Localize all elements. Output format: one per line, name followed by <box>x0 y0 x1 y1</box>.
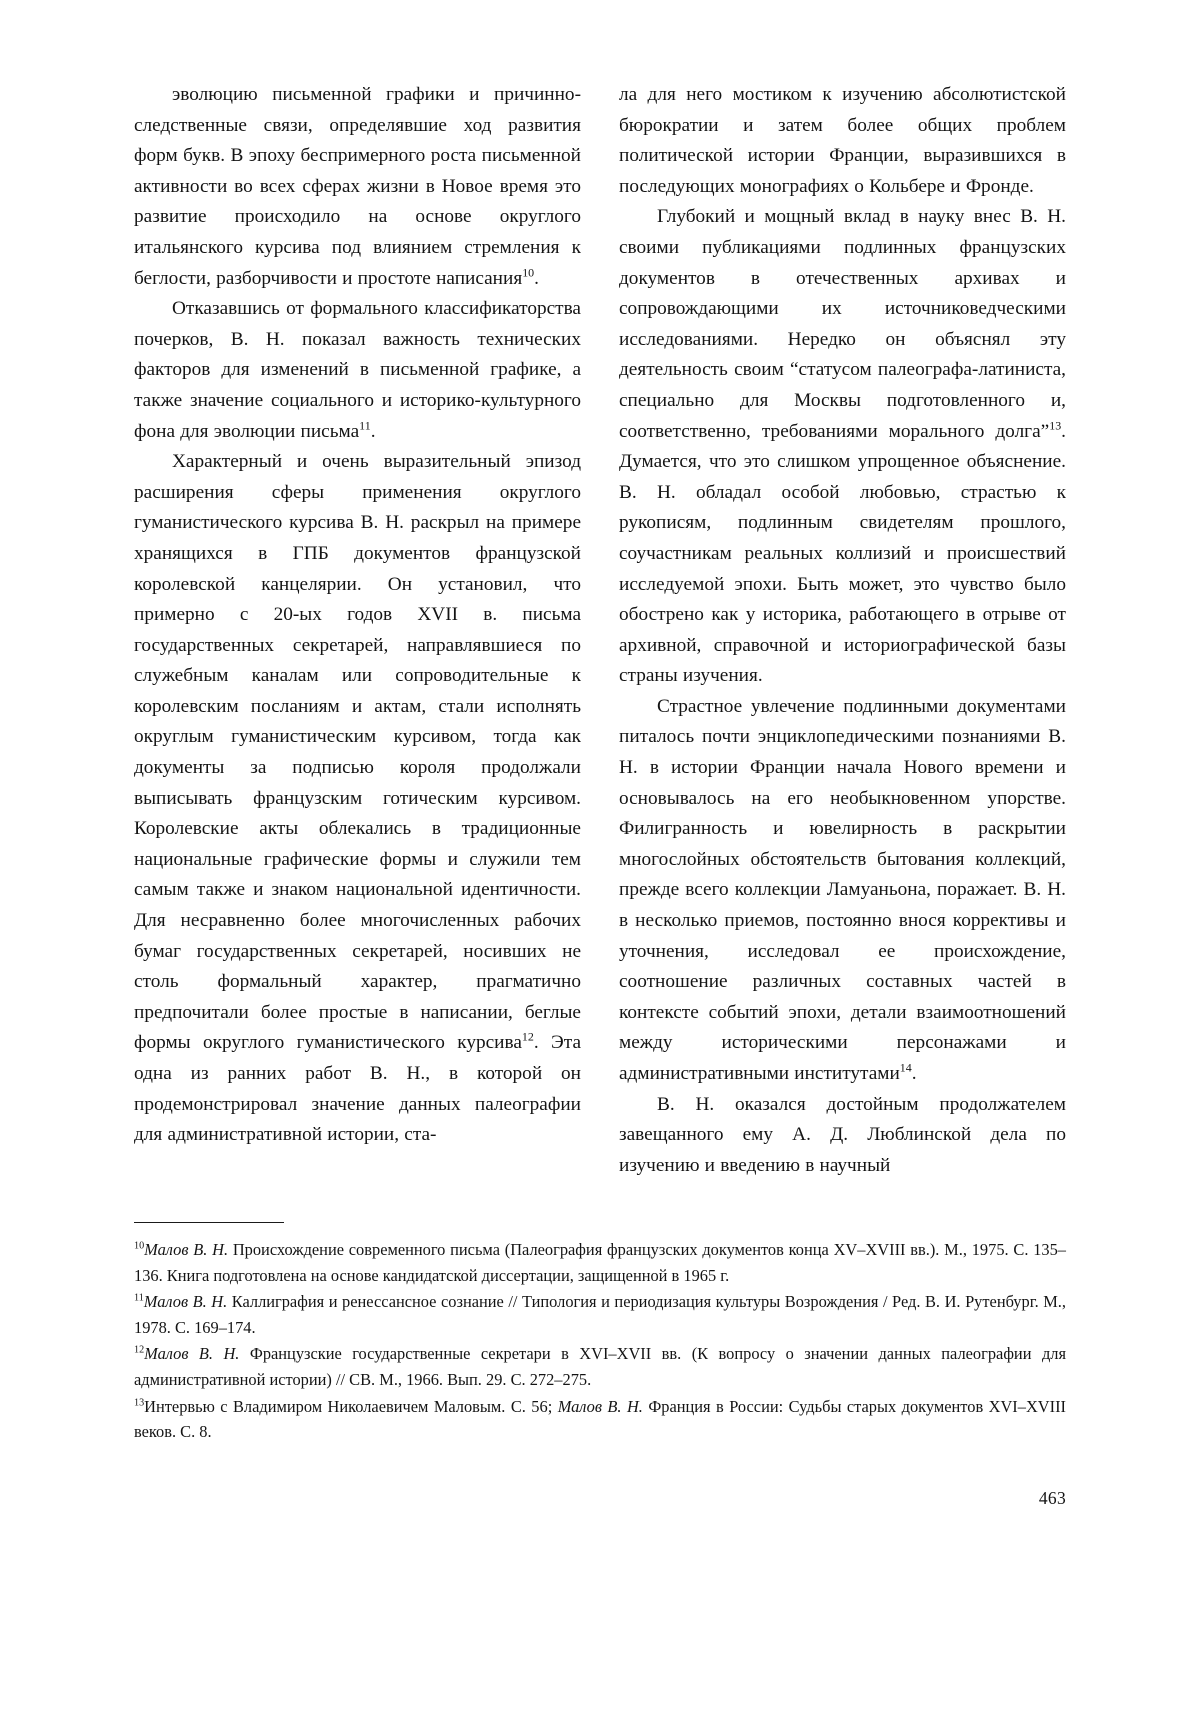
paragraph <box>134 447 581 1151</box>
footnote-ref-11: 11 <box>359 418 371 433</box>
paragraph-tail: . Думается, что это слишком упрощенное объяснение. В. Н. обладал особой любовью, страстью к рукописям, подлинным свидетелям прошлого, соучастникам реальных коллизий и происшествий исследуемой эпохи. Быть может, это чувство было обострено как у историка, работающего в отрыве от архивной, справочной и историографической базы страны изучения. <box>619 420 1066 687</box>
footnote-text-continued: Франция в России: Судьбы старых документов XVI–XVIII веков. С. 8. <box>134 1396 1066 1442</box>
paragraph-text: В. Н. оказался достойным продолжателем завещанного ему А. Д. Люблинской дела по изучению и введению в научный <box>619 1093 1066 1176</box>
footnote-author: Малов В. Н. <box>144 1344 240 1364</box>
footnote-author: Малов В. Н. <box>143 1292 228 1312</box>
paragraph <box>619 1090 1066 1182</box>
footnote-marker: 11 <box>134 1292 144 1304</box>
footnote-11 <box>134 1289 1066 1340</box>
footnote-ref-14: 14 <box>899 1060 912 1075</box>
paragraph-text: Отказавшись от формального классификаторства почерков, В. Н. показал важность технических факторов для изменений в письменной графике, а также значение социального и историко-культурного фона для эволюции письма <box>134 298 581 442</box>
footnote-10 <box>134 1237 1066 1288</box>
right-column <box>619 80 1066 1181</box>
paragraph <box>619 202 1066 692</box>
footnote-author: Малов В. Н. <box>144 1240 229 1259</box>
paragraph-text: ла для него мостиком к изучению абсолютистской бюрократии и затем более общих проблем политической истории Франции, выразившихся в последующих монографиях о Кольбере и Фронде. <box>619 84 1066 197</box>
page-number: 463 <box>1038 1488 1066 1508</box>
footnote-ref-10: 10 <box>522 265 535 280</box>
footnote-ref-12: 12 <box>521 1029 534 1044</box>
footnote-12 <box>134 1341 1066 1392</box>
footnote-13 <box>134 1394 1066 1445</box>
left-column <box>134 80 581 1181</box>
paragraph <box>619 80 1066 202</box>
paragraph-tail: . <box>911 1063 917 1084</box>
footnotes-section <box>134 1222 1066 1446</box>
footnote-text: Каллиграфия и ренессансное сознание // Типология и периодизация культуры Возрождения / Ред. В. И. Рутенбург. М., 1978. С. 169–174. <box>134 1292 1066 1337</box>
footnote-text: Французские государственные секретари в XVI–XVII вв. (К вопросу о значении данных палеографии для административной истории) // СВ. М., 1966. Вып. 29. С. 272–275. <box>134 1344 1066 1389</box>
footnote-separator-rule <box>134 1222 284 1223</box>
paragraph-tail: . <box>370 420 376 442</box>
footnote-author: Малов В. Н. <box>557 1396 643 1416</box>
two-column-body <box>134 80 1066 1181</box>
footnote-marker: 13 <box>134 1397 145 1409</box>
paragraph <box>134 80 581 294</box>
paragraph-text: Страстное увлечение подлинными документами питалось почти энциклопедическими познаниями В. Н. в истории Франции начала Нового времени и основывалось на его необыкновенном упорстве. Филигранность и ювелирность в раскрытии многослойных обстоятельств бытования коллекций, прежде всего коллекции Ламуаньона, поражает. В. Н. в несколько приемов, постоянно внося коррективы и уточнения, исследовал ее происхождение, соотношение различных составных частей в контексте событий эпохи, детали взаимоотношений между историческими персонажами и административными институтами <box>619 695 1066 1084</box>
paragraph-text: Характерный и очень выразительный эпизод расширения сферы применения округлого гуманистического курсива В. Н. раскрыл на примере хранящихся в ГПБ документов французской королевской канцелярии. Он установил, что примерно с 20-ых годов XVII в. письма государственных секретарей, направлявшиеся по служебным каналам или сопроводительные к королевским посланиям и актам, стали исполнять округлым гуманистическим курсивом, тогда как документы за подписью короля продолжали выписывать французским готическим курсивом. Королевские акты облекались в традиционные национальные графические формы и служили тем самым также и знаком национальной идентичности. Для несравненно более многочисленных рабочих бумаг государственных секретарей, носивших не столь формальный характер, прагматично предпочитали более простые в написании, беглые формы округлого гуманистического курсива <box>134 451 581 1054</box>
paragraph-text: эволюцию письменной графики и причинно-следственные связи, определявшие ход развития форм букв. В эпоху беспримерного роста письменной активности во всех сферах жизни в Новое время это развитие происходило на основе округлого итальянского курсива под влиянием стремления к беглости, разборчивости и простоте написания <box>134 84 581 289</box>
footnote-marker: 10 <box>134 1240 145 1252</box>
paragraph-text: Глубокий и мощный вклад в науку внес В. Н. своими публикациями подлинных французских документов в отечественных архивах и сопровождающими их источниковедческими исследованиями. Нередко он объяснял эту деятельность своим “статусом палеографа-латиниста, специально для Москвы подготовленного и, соответственно, требованиями морального долга” <box>619 206 1066 442</box>
paragraph <box>619 692 1066 1090</box>
footnote-ref-13: 13 <box>1049 418 1062 433</box>
paragraph-tail: . Эта одна из ранних работ В. Н., в которой он продемонстрировал значение данных палеографии для административной истории, ста- <box>134 1032 581 1146</box>
footnote-text: Интервью с Владимиром Николаевичем Маловым. С. 56; <box>144 1396 558 1416</box>
paragraph-tail: . <box>534 267 539 289</box>
paragraph <box>134 294 581 447</box>
footnote-text: Происхождение современного письма (Палеография французских документов конца XV–XVIII вв.). М., 1975. С. 135–136. Книга подготовлена на основе кандидатской диссертации, защищенной в 1965 г. <box>134 1240 1066 1285</box>
footnote-marker: 12 <box>134 1344 145 1356</box>
